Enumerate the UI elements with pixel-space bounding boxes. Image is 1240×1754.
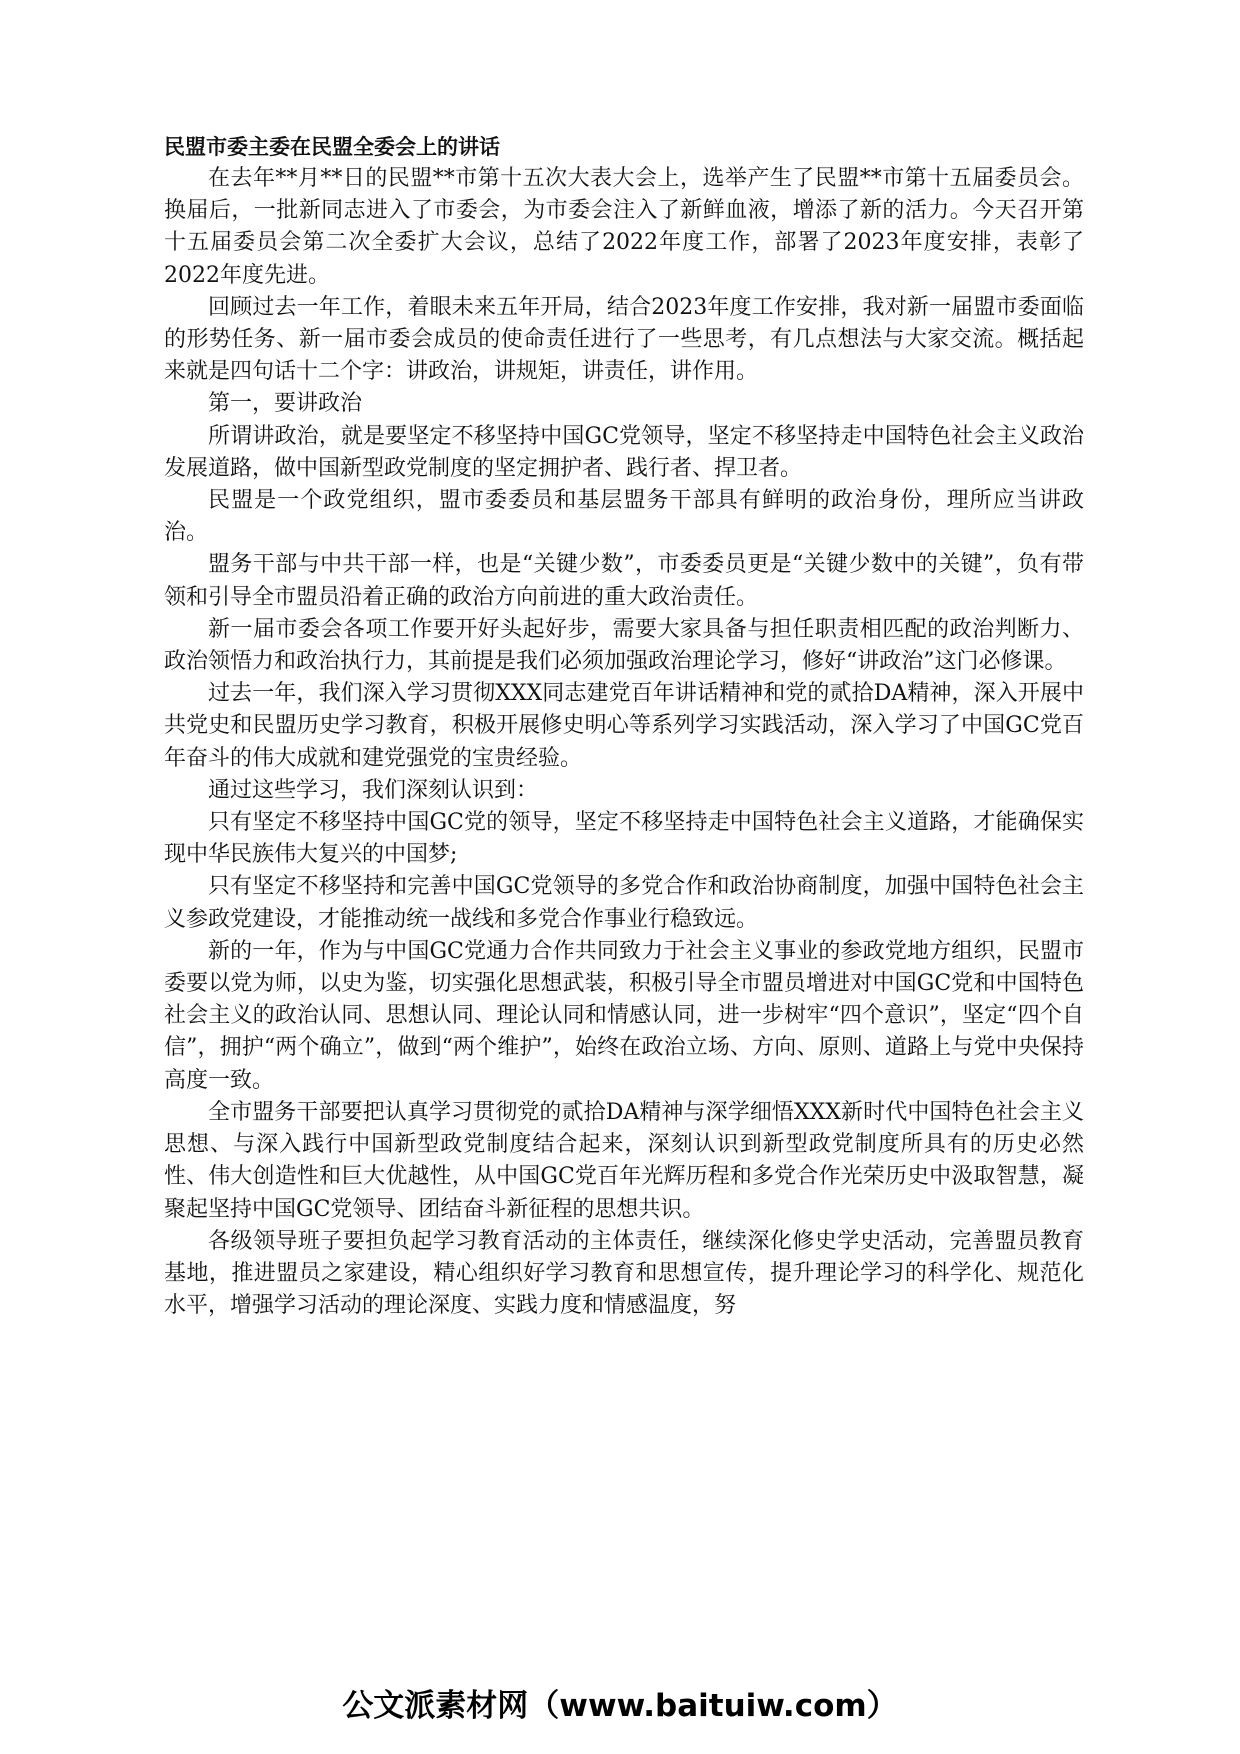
paragraph: 各级领导班子要担负起学习教育活动的主体责任，继续深化修史学史活动，完善盟员教育基地，推进盟员之家建设，精心组织好学习教育和思想宣传，提升理论学习的科学化、规范化水平，增强学习活动的理论深度、实践力度和情感温度，努 — [164, 1228, 1084, 1319]
paragraph: 只有坚定不移坚持中国GC党的领导，坚定不移坚持走中国特色社会主义道路，才能确保实现中华民族伟大复兴的中国梦; — [164, 810, 1084, 868]
document-title: 民盟市委主委在民盟全委会上的讲话 — [164, 135, 500, 159]
paragraph: 新的一年，作为与中国GC党通力合作共同致力于社会主义事业的参政党地方组织，民盟市委要以党为师，以史为鉴，切实强化思想武装，积极引导全市盟员增进对中国GC党和中国特色社会主义的政治认同、思想认同、理论认同和情感认同，进一步树牢“四个意识”，坚定“四个自信”，拥护“两个确立”，做到“两个维护”，始终在政治立场、方向、原则、道路上与党中央保持高度一致。 — [164, 938, 1084, 1093]
paragraph: 在去年**月**日的民盟**市第十五次大表大会上，选举产生了民盟**市第十五届委员会。换届后，一批新同志进入了市委会，为市委会注入了新鲜血液，增添了新的活力。今天召开第十五届委员会第二次全委扩大会议，总结了2022年度工作，部署了2023年度安排，表彰了2022年度先进。 — [164, 166, 1084, 288]
paragraph: 过去一年，我们深入学习贯彻XXX同志建党百年讲话精神和党的贰拾DA精神，深入开展中共党史和民盟历史学习教育，积极开展修史明心等系列学习实践活动，深入学习了中国GC党百年奋斗的伟大成就和建党强党的宝贵经验。 — [164, 681, 1084, 771]
footer-watermark: 公文派素材网（www.baituiw.com） — [342, 1688, 898, 1724]
paragraph-list — [164, 163, 1084, 1322]
paragraph: 盟务干部与中共干部一样，也是“关键少数”，市委委员更是“关键少数中的关键”，负有带领和引导全市盟员沿着正确的政治方向前进的重大政治责任。 — [164, 552, 1084, 610]
paragraph: 只有坚定不移坚持和完善中国GC党领导的多党合作和政治协商制度，加强中国特色社会主义参政党建设，才能推动统一战线和多党合作事业行稳致远。 — [164, 874, 1084, 932]
paragraph: 新一届市委会各项工作要开好头起好步，需要大家具备与担任职责相匹配的政治判断力、政治领悟力和政治执行力，其前提是我们必须加强政治理论学习，修好“讲政治”这门必修课。 — [164, 616, 1084, 675]
paragraph: 回顾过去一年工作，着眼未来五年开局，结合2023年度工作安排，我对新一届盟市委面临的形势任务、新一届市委会成员的使命责任进行了一些思考，有几点想法与大家交流。概括起来就是四句话十二个字：讲政治，讲规矩，讲责任，讲作用。 — [164, 294, 1084, 385]
document-body — [164, 131, 1084, 1322]
section-heading: 第一，要讲政治 — [208, 391, 363, 417]
paragraph: 通过这些学习，我们深刻认识到： — [208, 777, 539, 803]
paragraph: 所谓讲政治，就是要坚定不移坚持中国GC党领导，坚定不移坚持走中国特色社会主义政治发展道路，做中国新型政党制度的坚定拥护者、践行者、捍卫者。 — [164, 423, 1084, 481]
paragraph: 全市盟务干部要把认真学习贯彻党的贰拾DA精神与深学细悟XXX新时代中国特色社会主义思想、与深入践行中国新型政党制度结合起来，深刻认识到新型政党制度所具有的历史必然性、伟大创造性和巨大优越性，从中国GC党百年光辉历程和多党合作光荣历史中汲取智慧，凝聚起坚持中国GC党领导、团结奋斗新征程的思想共识。 — [164, 1099, 1084, 1222]
paragraph: 民盟是一个政党组织，盟市委委员和基层盟务干部具有鲜明的政治身份，理所应当讲政治。 — [164, 488, 1084, 546]
